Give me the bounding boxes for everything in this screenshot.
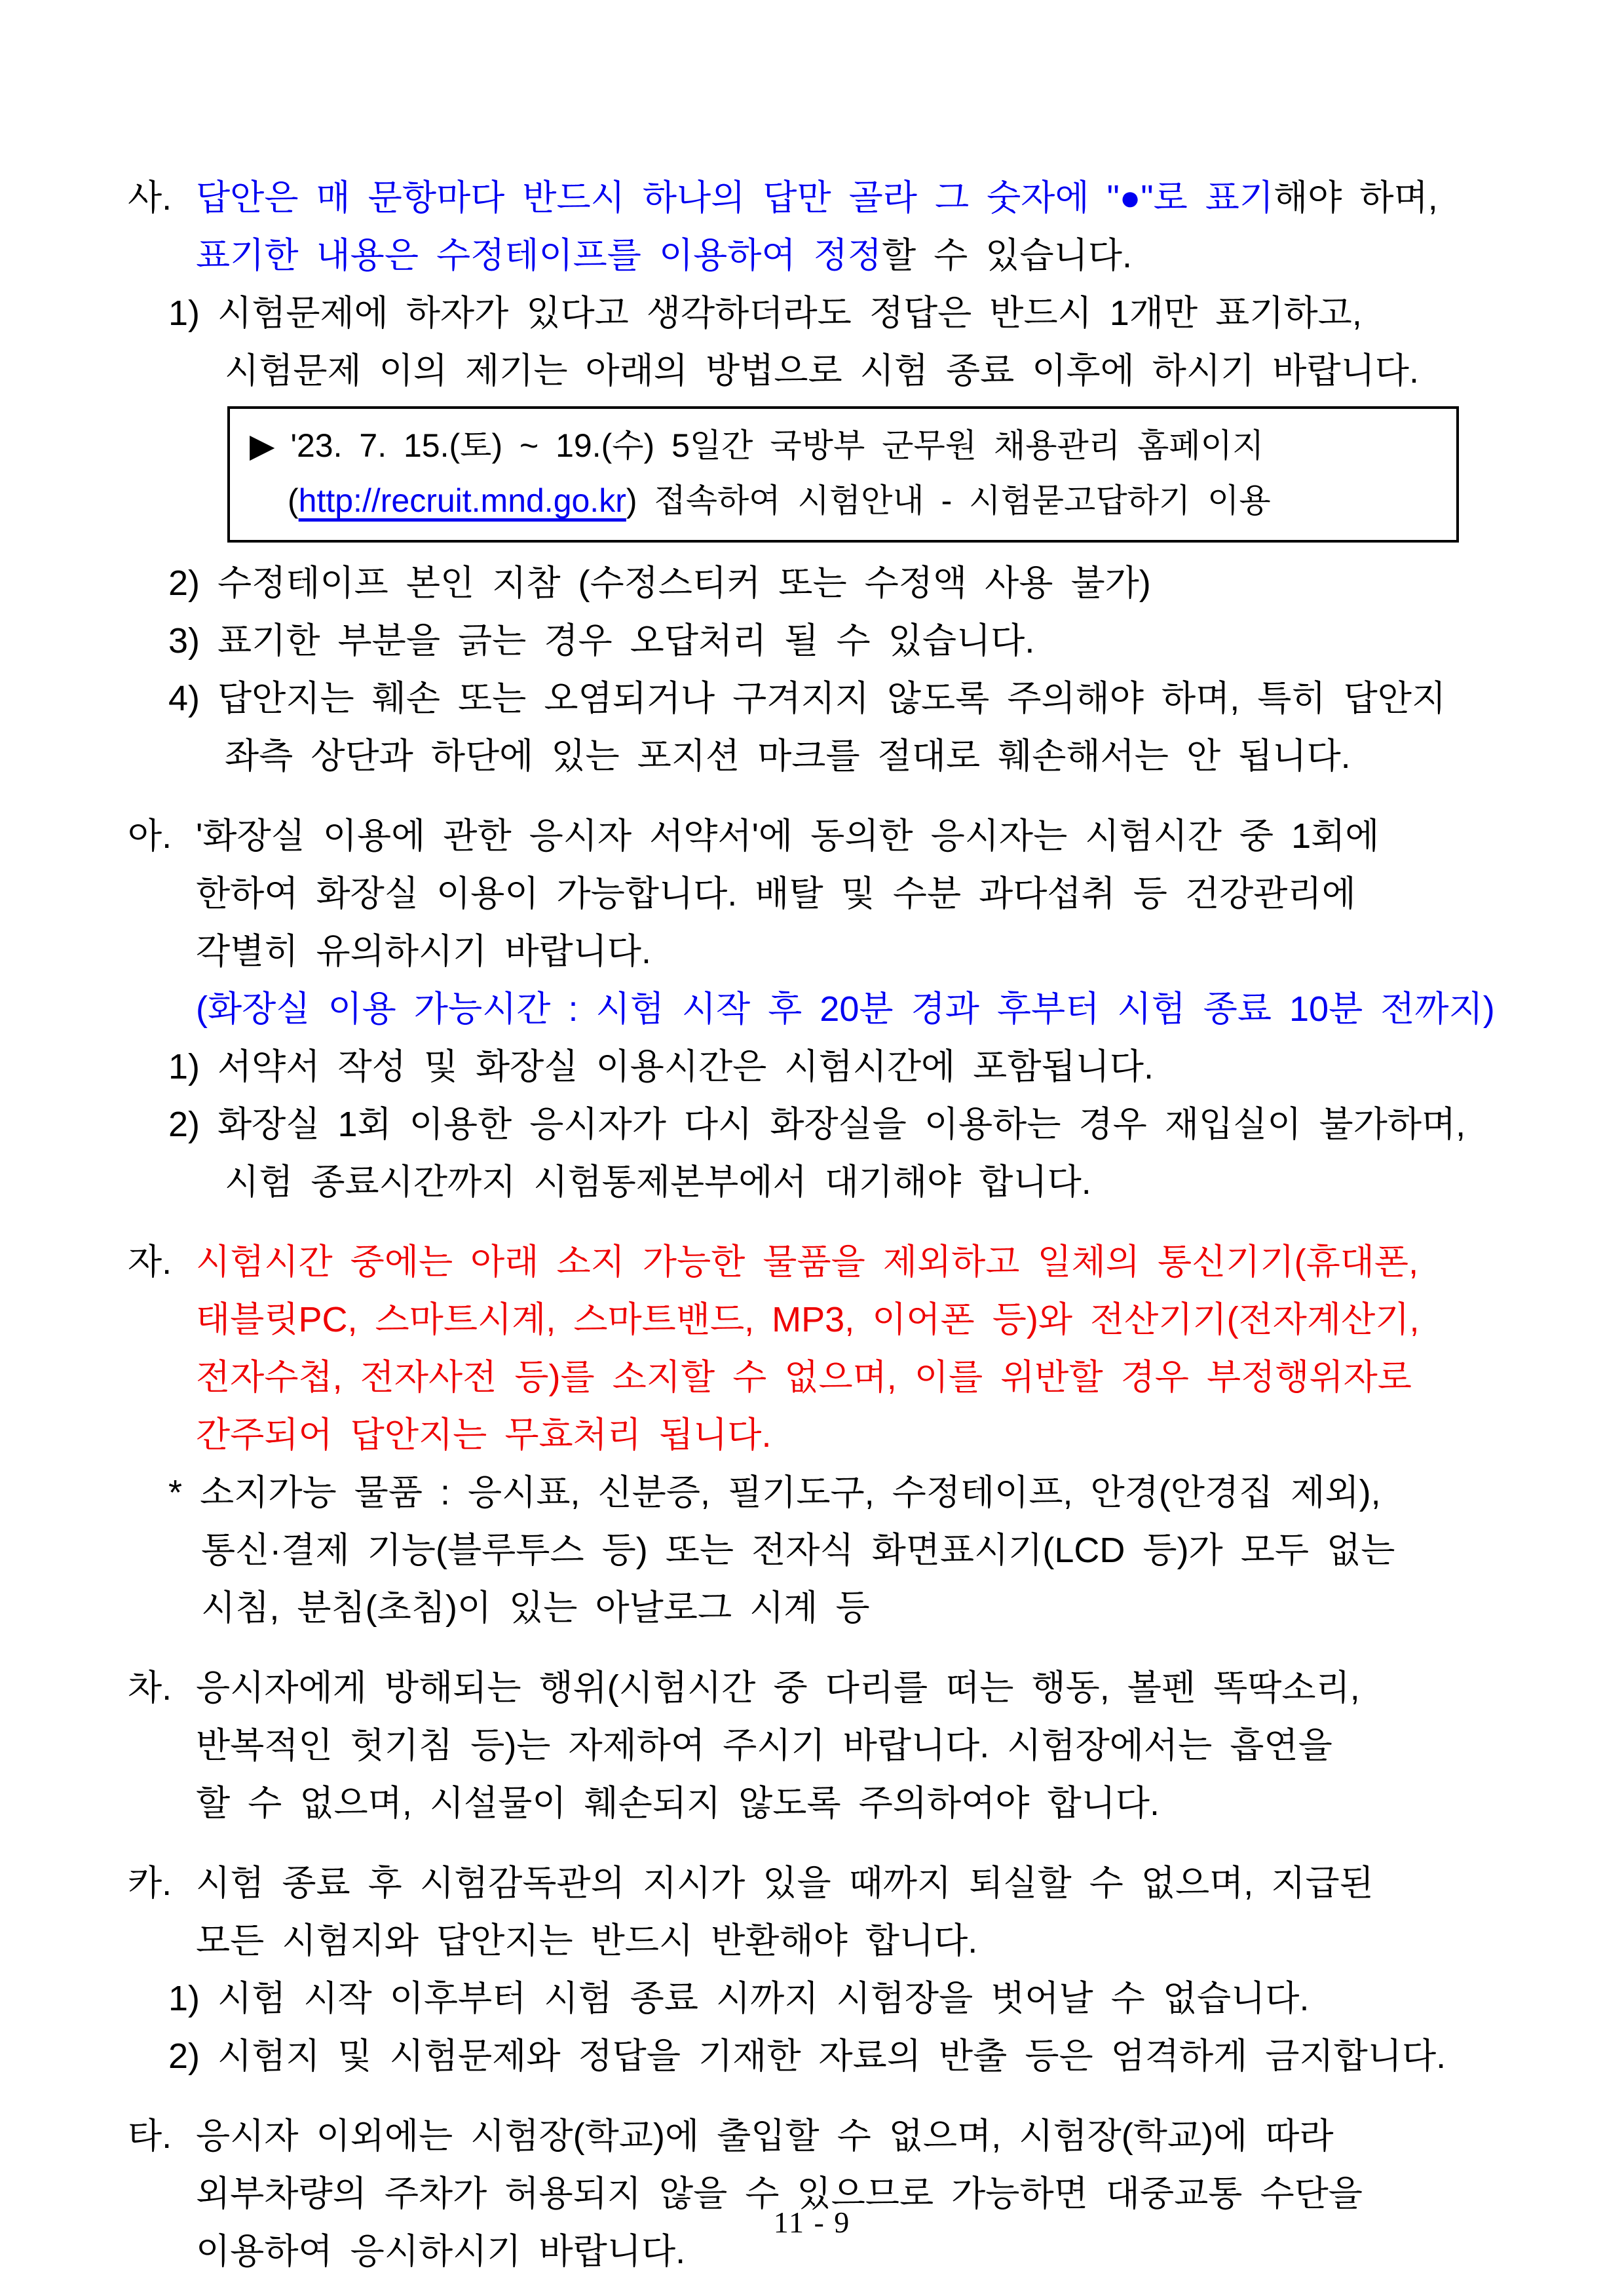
section-sa-head-line-2	[128, 227, 1585, 284]
section-sa-item1-line-1: 1) 시험문제에 하자가 있다고 생각하더라도 정답은 반드시 1개만 표기하고,	[168, 294, 1362, 333]
appeal-notice-box	[227, 406, 1459, 543]
section-sa-head-blue-1: 답안은 매 문항마다 반드시 하나의 답만 골라 그 숫자에 "●"로 표기	[196, 178, 1274, 218]
section-a	[128, 807, 1585, 1211]
section-cha-text-2: 반복적인 헛기침 등)는 자제하여 주시기 바랍니다. 시험장에서는 흡연을	[196, 1726, 1332, 1765]
section-a-label: 아.	[128, 816, 172, 856]
section-sa-head-line-1	[128, 169, 1585, 227]
section-sa-item1-line-2: 시험문제 이의 제기는 아래의 방법으로 시험 종료 이후에 하시기 바랍니다.	[225, 351, 1419, 391]
section-sa-item4-line-2: 좌측 상단과 하단에 있는 포지션 마크를 절대로 훼손해서는 안 됩니다.	[225, 737, 1351, 776]
section-ka-head-line-1	[128, 1854, 1585, 1912]
appeal-box-line-1	[250, 418, 1443, 473]
section-ja-allowed-items-line-1: * 소지가능 물품 : 응시표, 신분증, 필기도구, 수정테이프, 안경(안경집 제외),	[168, 1473, 1381, 1512]
section-a-toilet-time-note: (화장실 이용 가능시간 : 시험 시작 후 20분 경과 후부터 시험 종료 10분 전까지)	[196, 989, 1495, 1029]
section-sa-item4-line-1: 4) 답안지는 훼손 또는 오염되거나 구겨지지 않도록 주의해야 하며, 특히 답안지	[168, 679, 1446, 718]
section-sa-head-black-1: 해야 하며,	[1274, 178, 1438, 218]
section-ja-allowed-items-line-2: 통신·결제 기능(블루투스 등) 또는 전자식 화면표시기(LCD 등)가 모두 없는	[201, 1531, 1395, 1570]
section-ja-red-text-3: 전자수첩, 전자사전 등)를 소지할 수 없으며, 이를 위반할 경우 부정행위자로	[196, 1358, 1412, 1397]
section-a-head-line-3: 각별히 유의하시기 바랍니다.	[196, 932, 651, 971]
section-a-head-text-1: '화장실 이용에 관한 응시자 서약서'에 동의한 응시자는 시험시간 중 1회에	[196, 816, 1380, 856]
section-ja-red-text-2: 태블릿PC, 스마트시계, 스마트밴드, MP3, 이어폰 등)와 전산기기(전자계산기,	[196, 1300, 1420, 1339]
section-a-item1: 1) 서약서 작성 및 화장실 이용시간은 시험시간에 포함됩니다.	[168, 1047, 1154, 1086]
paren-open: (	[288, 482, 299, 519]
section-cha-label: 차.	[128, 1668, 172, 1708]
section-ta-text-1: 응시자 이외에는 시험장(학교)에 출입할 수 없으며, 시험장(학교)에 따라	[196, 2116, 1334, 2156]
section-ta-text-2: 외부차량의 주차가 허용되지 않을 수 있으므로 가능하면 대중교통 수단을	[196, 2174, 1363, 2213]
section-cha-head-line-1	[128, 1659, 1585, 1717]
section-cha-text-1: 응시자에게 방해되는 행위(시험시간 중 다리를 떠는 행동, 볼펜 똑딱소리,	[196, 1668, 1360, 1708]
section-sa	[128, 169, 1585, 785]
section-ka-item2: 2) 시험지 및 시험문제와 정답을 기재한 자료의 반출 등은 엄격하게 금지합니다.	[168, 2037, 1446, 2076]
section-sa-item2: 2) 수정테이프 본인 지참 (수정스티커 또는 수정액 사용 불가)	[168, 564, 1151, 603]
section-ja-head-line-1	[128, 1233, 1585, 1291]
section-sa-label: 사.	[128, 178, 172, 218]
recruit-site-link[interactable]: http://recruit.mnd.go.kr	[298, 482, 626, 519]
section-ka	[128, 1854, 1585, 2085]
section-ka-item1: 1) 시험 시작 이후부터 시험 종료 시까지 시험장을 벗어날 수 없습니다.	[168, 1979, 1310, 2018]
section-ja-red-text-1: 시험시간 중에는 아래 소지 가능한 물품을 제외하고 일체의 통신기기(휴대폰,	[196, 1242, 1419, 1282]
section-ka-label: 카.	[128, 1864, 172, 1903]
section-cha	[128, 1659, 1585, 1832]
section-a-head-line-1	[128, 807, 1585, 865]
section-a-head-line-2: 한하여 화장실 이용이 가능합니다. 배탈 및 수분 과다섭취 등 건강관리에	[196, 874, 1356, 913]
section-ka-text-2: 모든 시험지와 답안지는 반드시 반환해야 합니다.	[196, 1921, 978, 1961]
section-sa-head-black-2: 할 수 있습니다.	[881, 236, 1132, 275]
section-ja-allowed-items-line-3: 시침, 분침(초침)이 있는 아날로그 시계 등	[201, 1588, 870, 1628]
section-ja	[128, 1233, 1585, 1637]
section-ja-label: 자.	[128, 1242, 172, 1282]
section-sa-head-blue-2: 표기한 내용은 수정테이프를 이용하여 정정	[196, 236, 882, 275]
section-sa-item3: 3) 표기한 부분을 긁는 경우 오답처리 될 수 있습니다.	[168, 621, 1035, 660]
triangle-bullet-icon: ▶	[250, 427, 275, 464]
page-number: 11 - 9	[773, 2206, 851, 2239]
section-ta-text-3: 이용하여 응시하시기 바랍니다.	[196, 2232, 686, 2271]
section-ta-head-line-1	[128, 2107, 1585, 2165]
appeal-box-period-text: '23. 7. 15.(토) ~ 19.(수) 5일간 국방부 군무원 채용관리 홈페이지	[290, 427, 1264, 464]
section-a-item2-line-1: 2) 화장실 1회 이용한 응시자가 다시 화장실을 이용하는 경우 재입실이 불가하며,	[168, 1105, 1466, 1144]
appeal-box-line-2	[250, 473, 1443, 528]
section-ta-label: 타.	[128, 2116, 172, 2156]
section-a-item2-line-2: 시험 종료시간까지 시험통제본부에서 대기해야 합니다.	[225, 1162, 1091, 1202]
section-ja-red-text-4: 간주되어 답안지는 무효처리 됩니다.	[196, 1415, 772, 1455]
section-ka-text-1: 시험 종료 후 시험감독관의 지시가 있을 때까지 퇴실할 수 없으며, 지급된	[196, 1864, 1374, 1903]
section-cha-text-3: 할 수 없으며, 시설물이 훼손되지 않도록 주의하여야 합니다.	[196, 1784, 1160, 1823]
appeal-box-usage-text: ) 접속하여 시험안내 - 시험묻고답하기 이용	[626, 482, 1271, 519]
section-ta	[128, 2107, 1585, 2280]
